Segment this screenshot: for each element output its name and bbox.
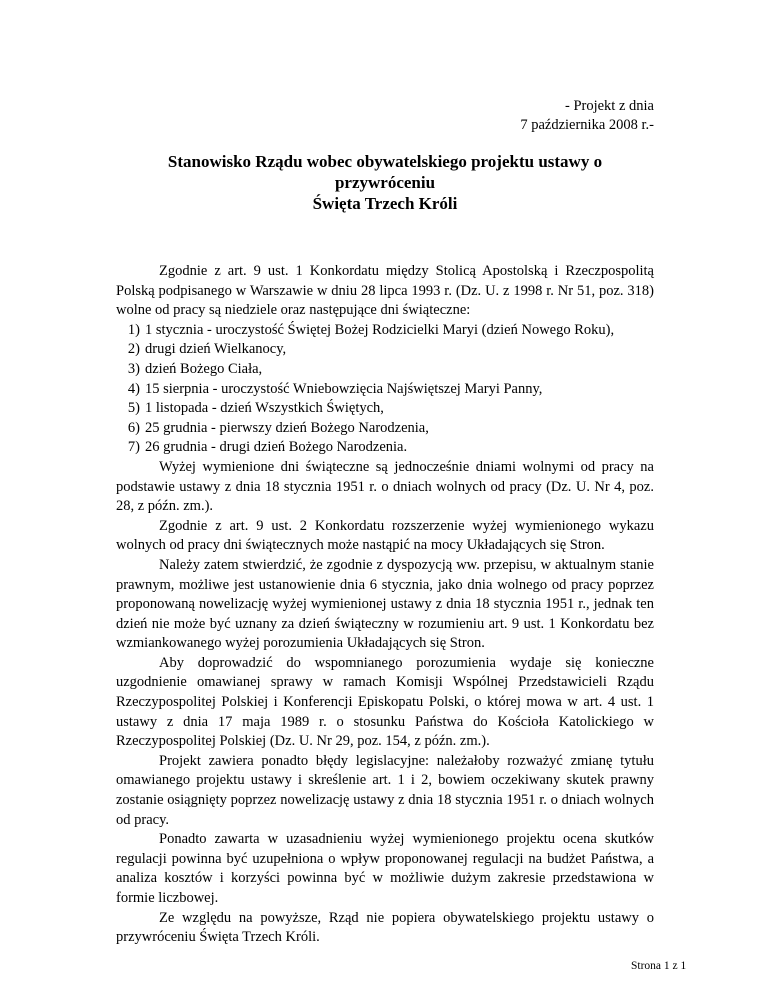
holiday-list [116,321,654,458]
list-item-number: 1) [127,321,140,338]
body-paragraph: Ponadto zawarta w uzasadnieniu wyżej wymienionego projektu ocena skutków regulacji powinna być uzupełniona o wpływ proponowanej regulacji na budżet Państwa, a analiza kosztów i korzyści powinna być w możliwie dużym zakresie przedstawiona w formie liczbowej. [116,831,654,906]
list-item-number: 5) [127,400,140,417]
document-title [116,151,654,214]
body-paragraph: Wyżej wymienione dni świąteczne są jednocześnie dniami wolnymi od pracy na podstawie ustawy z dnia 18 stycznia 1951 r. o dniach wolnych od pracy (Dz. U. Nr 4, poz. 28, z późn. zm.). [116,458,654,515]
list-item-text: drugi dzień Wielkanocy, [145,341,287,358]
list-item-text: 25 grudnia - pierwszy dzień Bożego Narodzenia, [145,419,429,436]
list-item [116,419,654,439]
list-item-number: 3) [127,360,140,377]
draft-date: 7 października 2008 r.- [520,117,654,133]
body-paragraph: Należy zatem stwierdzić, że zgodnie z dyspozycją ww. przepisu, w aktualnym stanie prawnym, możliwe jest ustanowienie dnia 6 stycznia, jako dnia wolnego od pracy poprzez proponowaną nowelizację wyżej wymienionej ustawy z dnia 18 stycznia 1951 r., jednak ten dzień nie może być uznany za dzień świąteczny w rozumieniu art. 9 ust. 1 Konkordatu bez wzmiankowanego wyżej porozumienia Układających się Stron. [116,556,654,652]
body-paragraph: Aby doprowadzić do wspomnianego porozumienia wydaje się konieczne uzgodnienie omawianej sprawy w ramach Komisji Wspólnej Przedstawicieli Rządu Rzeczypospolitej Polskiej i Konferencji Episkopatu Polski, o której mowa w art. 4 ust. 1 ustawy z dnia 17 maja 1989 r. o stosunku Państwa do Kościoła Katolickiego w Rzeczypospolitej Polskiej (Dz. U. Nr 29, poz. 154, z późn. zm.). [116,654,654,750]
list-item-text: 1 stycznia - uroczystość Świętej Bożej Rodzicielki Maryi (dzień Nowego Roku), [145,321,615,338]
draft-label: - Projekt z dnia [565,98,654,114]
document-body [116,262,654,948]
list-item-text: 1 listopada - dzień Wszystkich Świętych, [145,400,384,417]
conclusion-paragraph: Ze względu na powyższe, Rząd nie popiera obywatelskiego projektu ustawy o przywróceniu Święta Trzech Króli. [116,909,654,946]
list-item [116,399,654,419]
list-item [116,438,654,458]
list-item-text: dzień Bożego Ciała, [145,360,263,377]
list-item-text: 26 grudnia - drugi dzień Bożego Narodzenia. [145,439,408,456]
body-paragraph: Projekt zawiera ponadto błędy legislacyjne: należałoby rozważyć zmianę tytułu omawianego projektu ustawy i skreślenie art. 1 i 2, bowiem oczekiwany skutek prawny zostanie osiągnięty poprzez nowelizację ustawy z dnia 18 stycznia 1951 r. o dniach wolnych od pracy. [116,752,654,828]
list-item-number: 7) [127,439,140,456]
list-item-number: 6) [127,419,140,436]
list-item [116,360,654,380]
list-item [116,380,654,400]
page-number: Strona 1 z 1 [631,960,687,972]
body-paragraph: Zgodnie z art. 9 ust. 2 Konkordatu rozszerzenie wyżej wymienionego wykazu wolnych od pracy dni świątecznych może nastąpić na mocy Układających się Stron. [116,517,654,554]
intro-paragraph: Zgodnie z art. 9 ust. 1 Konkordatu między Stolicą Apostolską i Rzeczpospolitą Polską podpisanego w Warszawie w dniu 28 lipca 1993 r. (Dz. U. z 1998 r. Nr 51, poz. 318) wolne od pracy są niedziele oraz następujące dni świąteczne: [116,263,654,319]
list-item [116,340,654,360]
title-line-2: Święta Trzech Króli [312,194,458,213]
list-item-text: 15 sierpnia - uroczystość Wniebowzięcia Najświętszej Maryi Panny, [145,380,543,397]
list-item-number: 2) [127,341,140,358]
list-item [116,321,654,341]
title-line-1: Stanowisko Rządu wobec obywatelskiego projektu ustawy o przywróceniu [167,152,603,192]
list-item-number: 4) [127,380,140,397]
draft-date-header [520,97,654,135]
